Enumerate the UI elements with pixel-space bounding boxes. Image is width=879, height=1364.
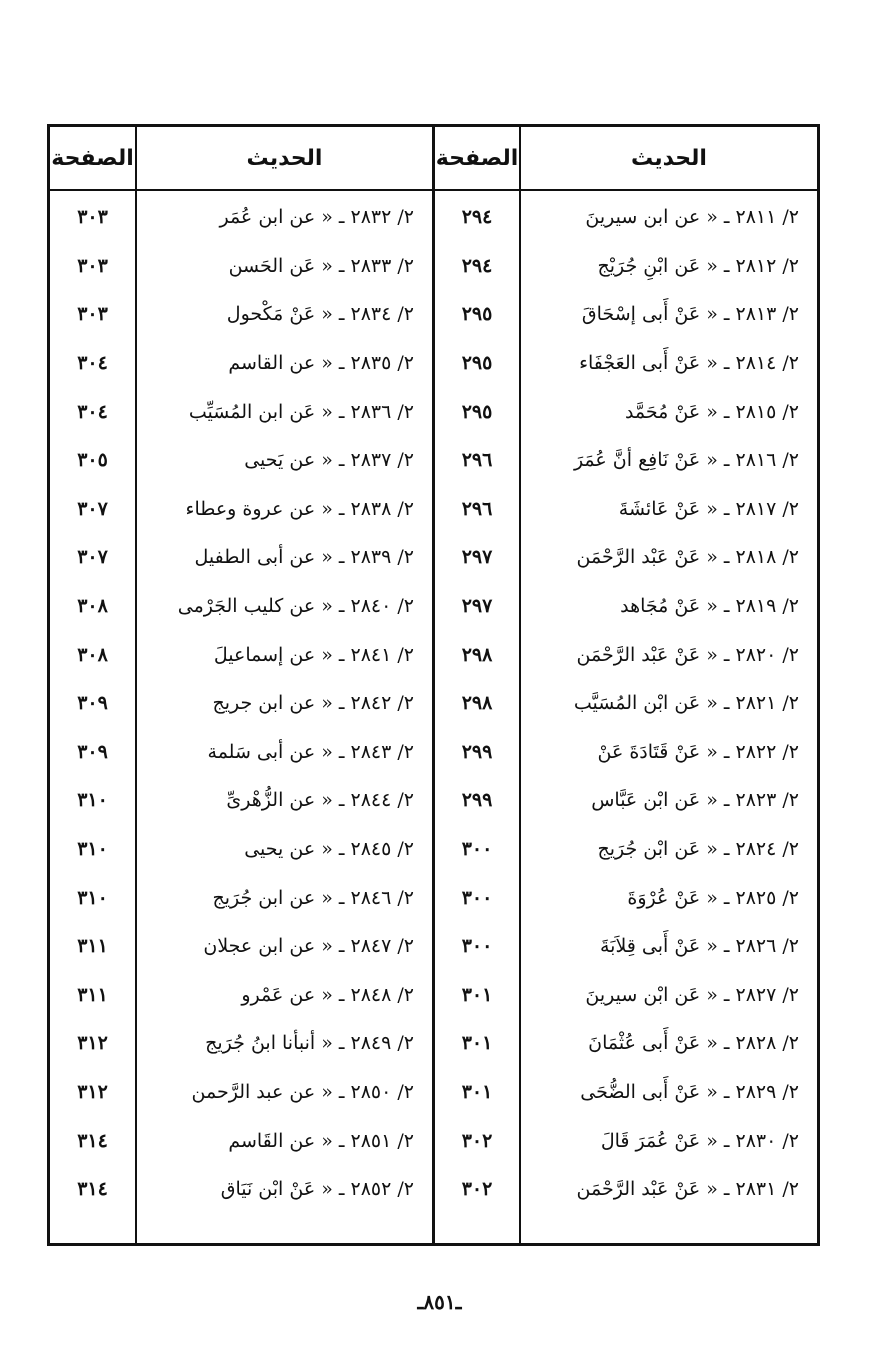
page-number-cell: ٣٠٣: [77, 254, 108, 277]
hadith-entry: ٢/ ٢٨٣١ ـ « عَنْ عَبْد الرَّحْمَن: [576, 1178, 799, 1201]
page-number-cell: ٣٠٤: [77, 400, 108, 423]
page-number-cell: ٣٠١: [461, 983, 493, 1006]
hadith-entry: ٢/ ٢٨٣٨ ـ « عن عروة وعطاء: [185, 497, 414, 520]
page-number-cell: ٣٠٨: [77, 595, 108, 618]
page-number-cell: ٣١٠: [77, 838, 108, 861]
hadith-entry: ٢/ ٢٨٣٢ ـ « عن ابن عُمَر: [219, 206, 414, 229]
page-number-cell: ٣٠٧: [77, 497, 108, 520]
page-number-cell: ٢٩٦: [461, 449, 493, 472]
page-number-cell: ٢٩٥: [461, 303, 493, 326]
page-number-cell: ٢٩٤: [461, 254, 493, 277]
page-header-left: الصفحة: [50, 127, 135, 191]
hadith-entry: ٢/ ٢٨١٧ ـ « عَنْ عَائشَةَ: [618, 497, 799, 520]
hadith-list-left: [137, 193, 432, 1213]
page-number-cell: ٢٩٨: [461, 643, 493, 666]
page-number-cell: ٣٠٠: [461, 935, 493, 958]
hadith-entry: ٢/ ٢٨١٣ ـ « عَنْ أَبى إسْحَاقَ: [581, 303, 799, 326]
page-number-cell: ٣٠٩: [77, 692, 108, 715]
hadith-entry: ٢/ ٢٨٢٩ ـ « عَنْ أَبى الضُّحَى: [580, 1080, 799, 1103]
hadith-entry: ٢/ ٢٨٢٠ ـ « عَنْ عَبْد الرَّحْمَن: [576, 643, 799, 666]
hadith-entry: ٢/ ٢٨٤٤ ـ « عن الزُّهْرىِّ: [226, 789, 414, 812]
hadith-entry: ٢/ ٢٨١٥ ـ « عَنْ مُحَمَّد: [624, 400, 799, 423]
hadith-entry: ٢/ ٢٨٥٠ ـ « عن عبد الرَّحمن: [191, 1080, 414, 1103]
page-number-cell: ٣١٤: [77, 1129, 108, 1152]
page-number-cell: ٣٠٥: [77, 449, 108, 472]
page-number-cell: ٣٠٧: [77, 546, 108, 569]
hadith-entry: ٢/ ٢٨٢٣ ـ « عَن ابْن عَبَّاس: [591, 789, 799, 812]
page-number-cell: ٢٩٩: [461, 740, 493, 763]
page-number-cell: ٣٠٩: [77, 740, 108, 763]
page-number: ـ٨٥١ـ: [417, 1290, 462, 1314]
page-number-cell: ٢٩٥: [461, 352, 493, 375]
hadith-list-right: [521, 193, 817, 1213]
hadith-index-table: [47, 124, 820, 1246]
hadith-entry: ٢/ ٢٨٢٦ ـ « عَنْ أَبى قِلاَبَةَ: [600, 935, 799, 958]
hadith-entry: ٢/ ٢٨١٦ ـ « عَنْ نَافِع أنَّ عُمَرَ: [573, 449, 799, 472]
page-number-cell: ٣١١: [77, 935, 108, 958]
hadith-column-right: [521, 127, 817, 1243]
hadith-entry: ٢/ ٢٨٢١ ـ « عَن ابْن المُسَيَّب: [573, 692, 799, 715]
hadith-entry: ٢/ ٢٨٢٨ ـ « عَنْ أَبى عُثْمَانَ: [588, 1032, 799, 1055]
hadith-entry: ٢/ ٢٨٣٥ ـ « عن القاسم: [228, 352, 414, 375]
hadith-entry: ٢/ ٢٨٣٠ ـ « عَنْ عُمَرَ قَالَ: [600, 1129, 799, 1152]
hadith-entry: ٢/ ٢٨١٢ ـ « عَن ابْنِ جُرَيْج: [597, 254, 799, 277]
hadith-entry: ٢/ ٢٨٣٧ ـ « عن يَحيى: [244, 449, 414, 472]
page-number-cell: ٣٠٤: [77, 352, 108, 375]
hadith-column-left: [137, 127, 435, 1243]
page-number-cell: ٣٠٢: [461, 1178, 493, 1201]
page-number-cell: ٢٩٤: [461, 206, 493, 229]
page-number-cell: ٣١٢: [77, 1080, 108, 1103]
page-number-cell: ٣١١: [77, 983, 108, 1006]
hadith-entry: ٢/ ٢٨٤٠ ـ « عن كليب الجَرْمى: [177, 595, 414, 618]
page-number-cell: ٣٠٣: [77, 206, 108, 229]
page-number-cell: ٣٠٣: [77, 303, 108, 326]
hadith-entry: ٢/ ٢٨٢٥ ـ « عَنْ عُرْوَةَ: [627, 886, 799, 909]
page-number-cell: ٣١٠: [77, 789, 108, 812]
page-number-cell: ٢٩٦: [461, 497, 493, 520]
page-number-cell: ٣٠١: [461, 1080, 493, 1103]
page-number-cell: ٢٩٩: [461, 789, 493, 812]
hadith-entry: ٢/ ٢٨٤١ ـ « عن إسماعيلَ: [213, 643, 414, 666]
page-list-left: [50, 193, 135, 1213]
hadith-entry: ٢/ ٢٨٤٧ ـ « عن ابن عجلان: [203, 935, 414, 958]
hadith-entry: ٢/ ٢٨١٨ ـ « عَنْ عَبْد الرَّحْمَن: [576, 546, 799, 569]
page-header-right: الصفحة: [435, 127, 519, 191]
hadith-entry: ٢/ ٢٨١١ ـ « عن ابن سيرينَ: [585, 206, 799, 229]
hadith-entry: ٢/ ٢٨٤٣ ـ « عن أبى سَلمة: [207, 740, 414, 763]
hadith-entry: ٢/ ٢٨١٤ ـ « عَنْ أَبى العَجْفَاء: [579, 352, 799, 375]
hadith-entry: ٢/ ٢٨٣٦ ـ « عَن ابن المُسَيِّب: [188, 400, 414, 423]
page-number-cell: ٣٠٠: [461, 838, 493, 861]
hadith-entry: ٢/ ٢٨٤٨ ـ « عن عَمْرو: [241, 983, 414, 1006]
hadith-entry: ٢/ ٢٨٤٥ ـ « عن يحيى: [244, 838, 414, 861]
hadith-entry: ٢/ ٢٨٢٢ ـ « عَنْ قَتَادَةَ عَنْ: [597, 740, 799, 763]
page-number-cell: ٢٩٧: [461, 546, 493, 569]
page-number-cell: ٣٠١: [461, 1032, 493, 1055]
page-number-cell: ٣١٢: [77, 1032, 108, 1055]
page-number-cell: ٣٠٨: [77, 643, 108, 666]
page-number-cell: ٣٠٢: [461, 1129, 493, 1152]
page-number-cell: ٣١٤: [77, 1178, 108, 1201]
hadith-entry: ٢/ ٢٨٢٧ ـ « عَن ابْن سيرينَ: [585, 983, 799, 1006]
page-list-right: [435, 193, 519, 1213]
page-column-left: [50, 127, 137, 1243]
hadith-entry: ٢/ ٢٨٤٦ ـ « عن ابن جُرَيج: [212, 886, 414, 909]
page-number-cell: ٣١٠: [77, 886, 108, 909]
hadith-entry: ٢/ ٢٨٣٤ ـ « عَنْ مَكْحول: [226, 303, 414, 326]
page-column-right: [435, 127, 521, 1243]
hadith-entry: ٢/ ٢٨٢٤ ـ « عَن ابْن جُرَيج: [597, 838, 799, 861]
hadith-entry: ٢/ ٢٨١٩ ـ « عَنْ مُجَاهد: [620, 595, 799, 618]
hadith-entry: ٢/ ٢٨٥٢ ـ « عَنْ ابْن نَيَاق: [220, 1178, 414, 1201]
hadith-entry: ٢/ ٢٨٣٩ ـ « عن أبى الطفيل: [194, 546, 414, 569]
page-number-cell: ٢٩٨: [461, 692, 493, 715]
hadith-header-right: الحديث: [521, 127, 817, 191]
page-number-cell: ٣٠٠: [461, 886, 493, 909]
page-number-cell: ٢٩٧: [461, 595, 493, 618]
page-number-cell: ٢٩٥: [461, 400, 493, 423]
hadith-entry: ٢/ ٢٨٤٩ ـ « أنبأنا ابنُ جُرَيج: [205, 1032, 414, 1055]
hadith-entry: ٢/ ٢٨٥١ ـ « عن القَاسم: [228, 1129, 414, 1152]
hadith-entry: ٢/ ٢٨٤٢ ـ « عن ابن جريج: [212, 692, 414, 715]
hadith-entry: ٢/ ٢٨٣٣ ـ « عَن الحَسن: [228, 254, 414, 277]
hadith-header-left: الحديث: [137, 127, 432, 191]
